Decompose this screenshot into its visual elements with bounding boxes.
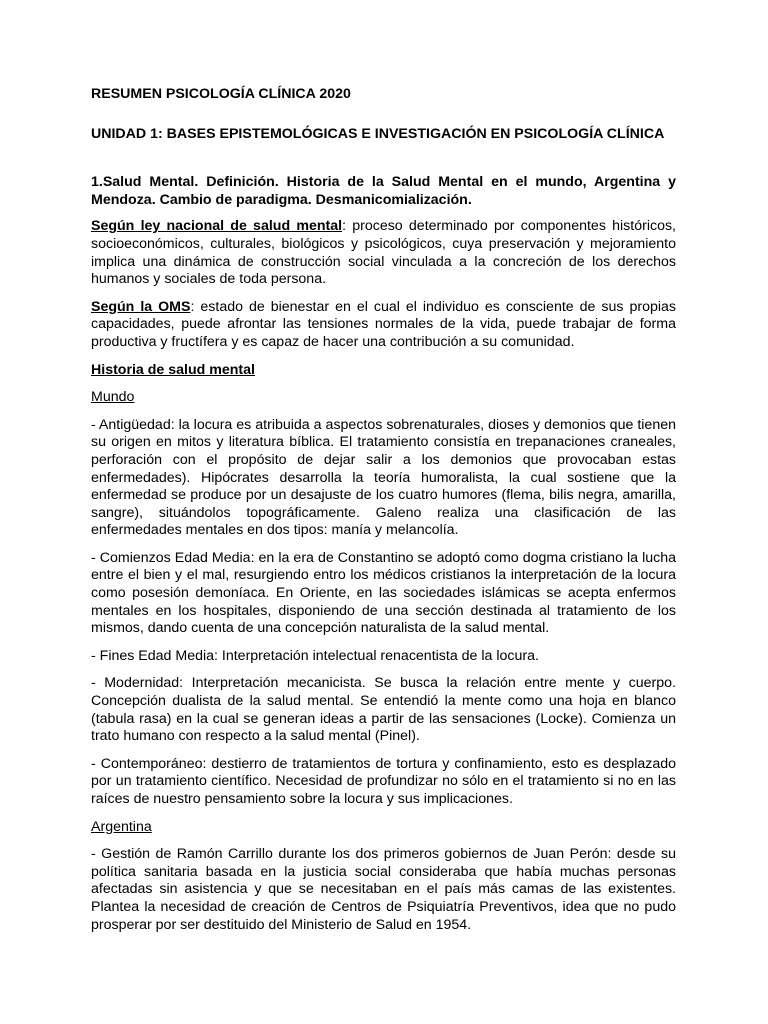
document-title: RESUMEN PSICOLOGÍA CLÍNICA 2020: [91, 86, 351, 102]
history-heading: Historia de salud mental: [91, 361, 255, 378]
definition-oms-text: : estado de bienestar en el cual el individuo es consciente de sus propias capacidades, puede afrontar las tensiones normales de la vida, puede trabajar de forma productiva y fructífera y es capaz de hacer una contribución a su comunidad.: [91, 298, 676, 350]
definition-oms: [91, 299, 676, 352]
paragraph-comienzos-edad-media: - Comienzos Edad Media: en la era de Constantino se adoptó como dogma cristiano la lucha entre el bien y el mal, resurgiendo entro los médicos cristianos la interpretación de la locura como posesión demoníaca. En Oriente, en las sociedades islámicas se acepta enfermos mentales en los hospitales, disponiendo de una sección destinada al tratamiento de los mismos, dando cuenta de una concepción naturalista de la salud mental.: [91, 549, 676, 637]
definition-ley: [91, 218, 676, 288]
paragraph-antiguedad: - Antigüedad: la locura es atribuida a aspectos sobrenaturales, dioses y demonios que tienen su origen en mitos y literatura bíblica. El tratamiento consistía en trepanaciones craneales, perforación con el propósito de dejar salir a los demonios que provocaban estas enfermedades). Hipócrates desarrolla la teoría humoralista, la cual sostiene que la enfermedad se produce por un desajuste de los cuatro humores (flema, bilis negra, amarilla, sangre), situándolos topográficamente. Galeno realiza una clasificación de las enfermedades mentales en dos tipos: manía y melancolía.: [91, 416, 676, 539]
definition-ley-text: : proceso determinado por componentes históricos, socioeconómicos, culturales, biológicos y psicológicos, cuya preservación y mejoramiento implica una dinámica de construcción social vinculada a la concreción de los derechos humanos y sociales de toda persona.: [91, 218, 676, 288]
unit-title: UNIDAD 1: BASES EPISTEMOLÓGICAS E INVESTIGACIÓN EN PSICOLOGÍA CLÍNICA: [91, 125, 665, 142]
paragraph-modernidad: - Modernidad: Interpretación mecanicista. Se busca la relación entre mente y cuerpo. Concepción dualista de la salud mental. Se entendió la mente como una hoja en blanco (tabula rasa) en la cual se generan ideas a partir de las sensaciones (Locke). Comienza un trato humano con respecto a la salud mental (Pinel).: [91, 675, 676, 745]
section-title: 1.Salud Mental. Definición. Historia de la Salud Mental en el mundo, Argentina y Mendoza. Cambio de paradigma. Desmanicomialización.: [91, 174, 676, 208]
subheading-mundo: Mundo: [91, 389, 135, 406]
paragraph-contemporaneo: - Contemporáneo: destierro de tratamientos de tortura y confinamiento, esto es desplazado por un tratamiento científico. Necesidad de profundizar no sólo en el tratamiento si no en las raíces de nuestro pensamiento sobre la locura y sus implicaciones.: [91, 755, 676, 807]
paragraph-ramon-carrillo: - Gestión de Ramón Carrillo durante los dos primeros gobiernos de Juan Perón: desde su política sanitaria basada en la justicia social consideraba que había muchas personas afectadas sin asistencia y que se necesitaban en el país más camas de las existentes. Plantea la necesidad de creación de Centros de Psiquiatría Preventivos, idea que no pudo prosperar por ser destituido del Ministerio de Salud en 1954.: [91, 846, 676, 933]
definition-oms-label: Según la OMS: [91, 298, 191, 315]
subheading-argentina: Argentina: [91, 818, 152, 835]
paragraph-fines-edad-media: - Fines Edad Media: Interpretación intelectual renacentista de la locura.: [91, 647, 539, 664]
definition-ley-label: Según ley nacional de salud mental: [91, 218, 343, 235]
